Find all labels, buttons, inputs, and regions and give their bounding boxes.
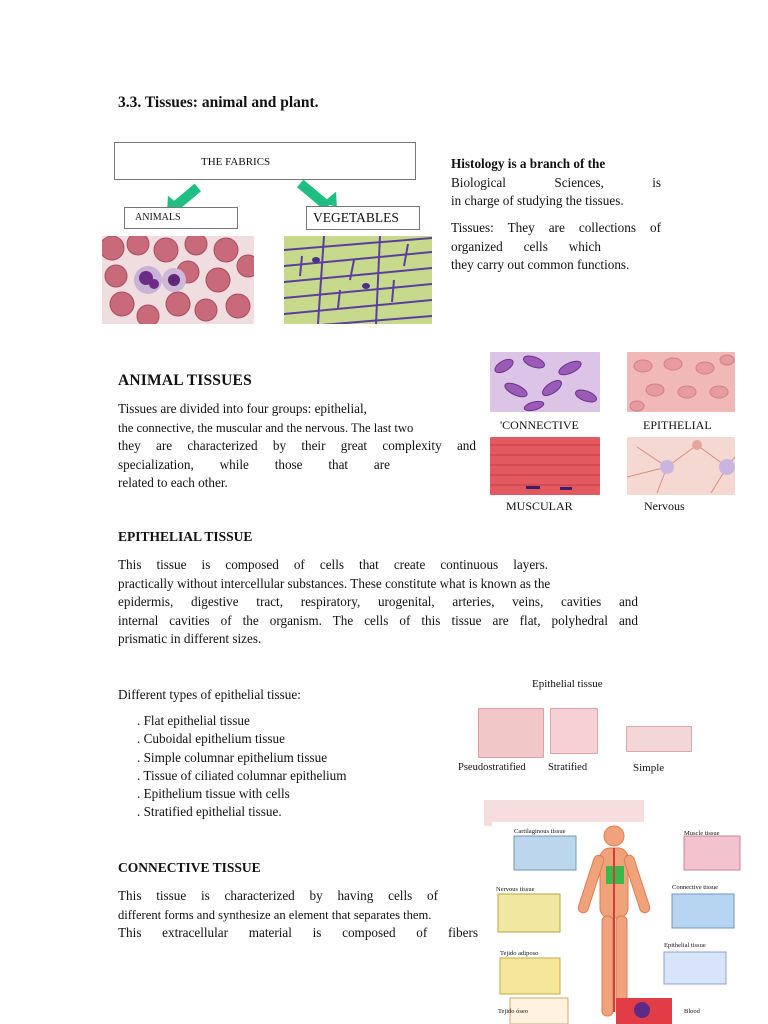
stratified-image	[550, 708, 598, 754]
animal-line-1: Tissues are divided into four groups: epithelial,	[118, 401, 367, 416]
epithelial-tissue-image	[627, 352, 735, 412]
connective-tissue-image	[490, 352, 600, 412]
root-box	[114, 142, 416, 180]
list-item: . Stratified epithelial tissue.	[137, 804, 282, 820]
vegetables-box-label: VEGETABLES	[313, 210, 399, 225]
body-label-muscle: Muscle tissue	[684, 830, 720, 837]
connective-tissue-heading: CONNECTIVE TISSUE	[118, 860, 261, 875]
page-title: 3.3. Tissues: animal and plant.	[118, 94, 319, 111]
epithelial-line-5: prismatic in different sizes.	[118, 631, 262, 646]
blood-cells-image	[102, 236, 254, 324]
list-item: . Flat epithelial tissue	[137, 713, 250, 728]
histology-line-2: Biological Sciences, is	[451, 174, 661, 190]
list-item: . Epithelium tissue with cells	[137, 786, 290, 802]
animal-line-2: the connective, the muscular and the nervous. The last two	[118, 420, 414, 435]
tissues-line-2: organized cells which	[451, 238, 601, 254]
plant-cells-image	[284, 236, 432, 324]
connective-line-2: different forms and synthesize an element that separates them.	[118, 907, 432, 922]
tissues-line-3: they carry out common functions.	[451, 257, 630, 272]
muscular-label: MUSCULAR	[506, 499, 573, 513]
body-label-cartilage: Cartilaginous tissue	[514, 828, 566, 835]
tissues-definition-paragraph	[451, 219, 661, 275]
pseudostratified-label: Pseudostratified	[458, 762, 526, 773]
epithelial-tissue-heading: EPITHELIAL TISSUE	[118, 529, 253, 544]
epithelial-line-3: epidermis, digestive tract, respiratory, urogenital, arteries, veins, cavities and	[118, 594, 638, 609]
epithelial-line-1: This tissue is composed of cells that create continuous layers.	[118, 557, 548, 572]
animal-line-3: they are characterized by their great complexity and	[118, 438, 476, 453]
histology-line-3: in charge of studying the tissues.	[451, 193, 624, 208]
fabrics-diagram	[96, 134, 436, 334]
vegetables-box	[306, 206, 420, 230]
epithelial-types-list	[137, 712, 347, 822]
animal-line-5: related to each other.	[118, 475, 228, 490]
simple-image	[626, 726, 692, 752]
epithelial-figure-title: Epithelial tissue	[532, 678, 603, 690]
list-item: . Cuboidal epithelium tissue	[137, 731, 285, 747]
body-label-nervous: Nervous tissue	[496, 886, 535, 893]
body-label-blood: Blood	[684, 1008, 700, 1015]
epithelial-paragraph	[118, 556, 638, 649]
pseudostratified-image	[478, 708, 544, 758]
body-label-adipose: Tejido adiposo	[500, 950, 539, 957]
histology-paragraph	[451, 155, 661, 211]
histology-line-1: Histology is a branch of the	[451, 156, 606, 171]
animal-line-4: specialization, while those that are	[118, 456, 390, 472]
nervous-tissue-image	[627, 437, 735, 495]
nervous-label: Nervous	[644, 499, 685, 513]
body-tissues-figure	[492, 822, 742, 1024]
animals-box-label: ANIMALS	[135, 212, 181, 223]
epithelial-label: EPITHELIAL	[643, 418, 712, 432]
body-label-epithelial: Epithelial tissue	[664, 942, 706, 949]
root-box-label: THE FABRICS	[201, 156, 271, 168]
body-label-connective: Connective tissue	[672, 884, 719, 891]
animal-tissues-paragraph	[118, 400, 476, 493]
list-item: . Tissue of ciliated columnar epithelium	[137, 767, 347, 783]
muscular-tissue-image	[490, 437, 600, 495]
animal-tissues-heading: ANIMAL TISSUES	[118, 372, 252, 389]
epithelial-line-4: internal cavities of the organism. The cells of this tissue are flat, polyhedral and	[118, 612, 638, 628]
simple-label: Simple	[633, 762, 665, 774]
connective-paragraph	[118, 887, 478, 943]
connective-line-1: This tissue is characterized by having cells of	[118, 888, 438, 903]
epithelial-types-intro: Different types of epithelial tissue:	[118, 687, 301, 702]
connective-label: 'CONNECTIVE	[500, 418, 579, 432]
stratified-label: Stratified	[548, 762, 588, 773]
connective-line-3: This extracellular material is composed of fibers	[118, 925, 478, 940]
list-item: . Simple columnar epithelium tissue	[137, 749, 328, 765]
tissues-line-1: Tissues: They are collections of	[451, 220, 661, 235]
body-label-bone: Tejido óseo	[498, 1008, 529, 1015]
animals-box	[124, 207, 238, 229]
epithelial-line-2: practically without intercellular substances. These constitute what is known as the	[118, 575, 551, 591]
